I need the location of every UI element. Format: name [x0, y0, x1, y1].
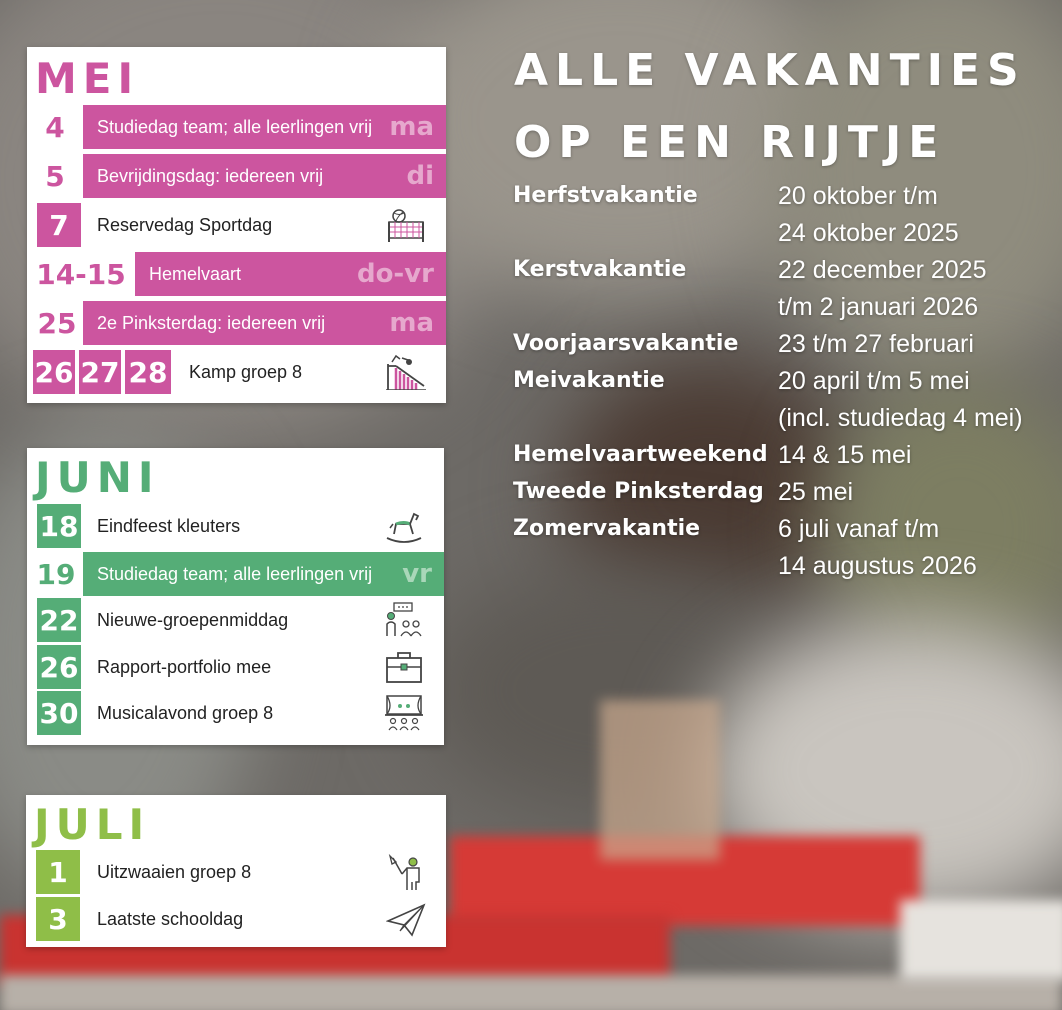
mei-row-7 [27, 203, 446, 247]
heading-line-2: OP EEN RIJTJE [514, 117, 946, 168]
event-label: Kamp groep 8 [189, 361, 303, 382]
vacation-date [778, 474, 853, 511]
event-label: Nieuwe-groepenmiddag [97, 609, 289, 630]
page-heading [514, 42, 1026, 172]
event-label: Reservedag Sportdag [97, 214, 273, 235]
vacation-name: Hemelvaartweekend [513, 442, 768, 467]
vacation-name: Voorjaarsvakantie [513, 331, 739, 356]
vacation-date [778, 178, 959, 252]
highlight-bar [83, 105, 446, 149]
vacation-date [778, 363, 1023, 437]
day-number-box: 26 [37, 645, 81, 689]
vacation-name: Herfstvakantie [513, 183, 698, 208]
event-label: Rapport-portfolio mee [97, 656, 272, 677]
day-number-box: 1 [36, 850, 80, 894]
weekday-label: ma [389, 112, 434, 142]
rocking-horse-icon [384, 508, 424, 544]
vacation-date-line: 22 december 2025 [778, 256, 987, 284]
mei-row-26-28 [27, 350, 446, 394]
event-label: 2e Pinksterdag: iedereen vrij [97, 312, 326, 333]
volleyball-net-icon [386, 207, 426, 243]
day-number-box: 22 [37, 598, 81, 642]
day-number: 14-15 [36, 257, 126, 291]
teacher-group-icon [384, 602, 424, 638]
juli-row-3 [26, 897, 446, 941]
mei-row-4 [27, 105, 446, 149]
slide-icon [386, 354, 426, 390]
month-card-juni [27, 448, 444, 745]
vacation-date-line: 14 augustus 2026 [778, 552, 977, 580]
juni-row-19 [27, 552, 444, 596]
vacation-name: Kerstvakantie [513, 257, 687, 282]
mei-row-14-15 [27, 252, 446, 296]
vacation-date-line: 20 april t/m 5 mei [778, 367, 970, 395]
vacation-date [778, 511, 977, 585]
juli-row-1 [26, 850, 446, 894]
vacation-date [778, 326, 974, 363]
paper-plane-icon [386, 901, 426, 937]
event-label: Hemelvaart [149, 263, 242, 284]
event-label: Uitzwaaien groep 8 [97, 861, 252, 882]
vacation-date-line: 6 juli vanaf t/m [778, 515, 940, 543]
vacation-date-line: 14 & 15 mei [778, 441, 912, 469]
weekday-label: vr [402, 559, 432, 589]
vacation-date-line: (incl. studiedag 4 mei) [778, 404, 1023, 432]
weekday-label: di [406, 161, 434, 191]
day-number-box: 26 [33, 350, 75, 394]
day-number: 5 [45, 159, 65, 193]
juni-row-30 [27, 691, 444, 735]
vacation-date [778, 252, 986, 326]
vacation-date [778, 437, 911, 474]
month-card-mei [27, 47, 446, 403]
vacation-name: Meivakantie [513, 368, 665, 393]
weekday-label: do-vr [356, 259, 434, 289]
day-number-box: 30 [37, 691, 81, 735]
vacation-name: Tweede Pinksterdag [513, 479, 764, 504]
event-label: Musicalavond groep 8 [97, 702, 274, 723]
day-number: 25 [37, 306, 77, 340]
vacation-date-line: 25 mei [778, 478, 854, 506]
event-label: Bevrijdingsdag: iedereen vrij [97, 165, 324, 186]
waving-person-icon [386, 852, 426, 892]
juni-row-22 [27, 598, 444, 642]
event-label: Laatste schooldag [97, 908, 244, 929]
day-number-box: 18 [37, 504, 81, 548]
day-number-box: 7 [37, 203, 81, 247]
juni-row-18 [27, 504, 444, 548]
month-card-juli [26, 795, 446, 947]
month-title-juli: JULI [34, 800, 151, 849]
vacation-name: Zomervakantie [513, 516, 701, 541]
day-number-box: 27 [79, 350, 121, 394]
juni-row-26 [27, 645, 444, 689]
day-number: 4 [45, 110, 65, 144]
vacation-date-line: 24 oktober 2025 [778, 219, 959, 247]
highlight-bar [83, 552, 444, 596]
event-label: Studiedag team; alle leerlingen vrij [97, 563, 373, 584]
day-number-box: 28 [125, 350, 171, 394]
briefcase-icon [384, 649, 424, 685]
highlight-bar [135, 252, 446, 296]
mei-row-25 [27, 301, 446, 345]
mei-row-5 [27, 154, 446, 198]
event-label: Studiedag team; alle leerlingen vrij [97, 116, 373, 137]
day-number-box: 3 [36, 897, 80, 941]
vacation-date-line: 23 t/m 27 februari [778, 330, 974, 358]
vacation-date-line: t/m 2 januari 2026 [778, 293, 979, 321]
month-title-juni: JUNI [35, 453, 160, 502]
day-number: 19 [36, 557, 76, 591]
stage-audience-icon [384, 695, 424, 731]
weekday-label: ma [389, 308, 434, 338]
month-title-mei: MEI [35, 54, 140, 103]
event-label: Eindfeest kleuters [97, 515, 241, 536]
highlight-bar [83, 154, 446, 198]
heading-line-1: ALLE VAKANTIES [514, 45, 1026, 96]
vacation-date-line: 20 oktober t/m [778, 182, 938, 210]
highlight-bar [83, 301, 446, 345]
